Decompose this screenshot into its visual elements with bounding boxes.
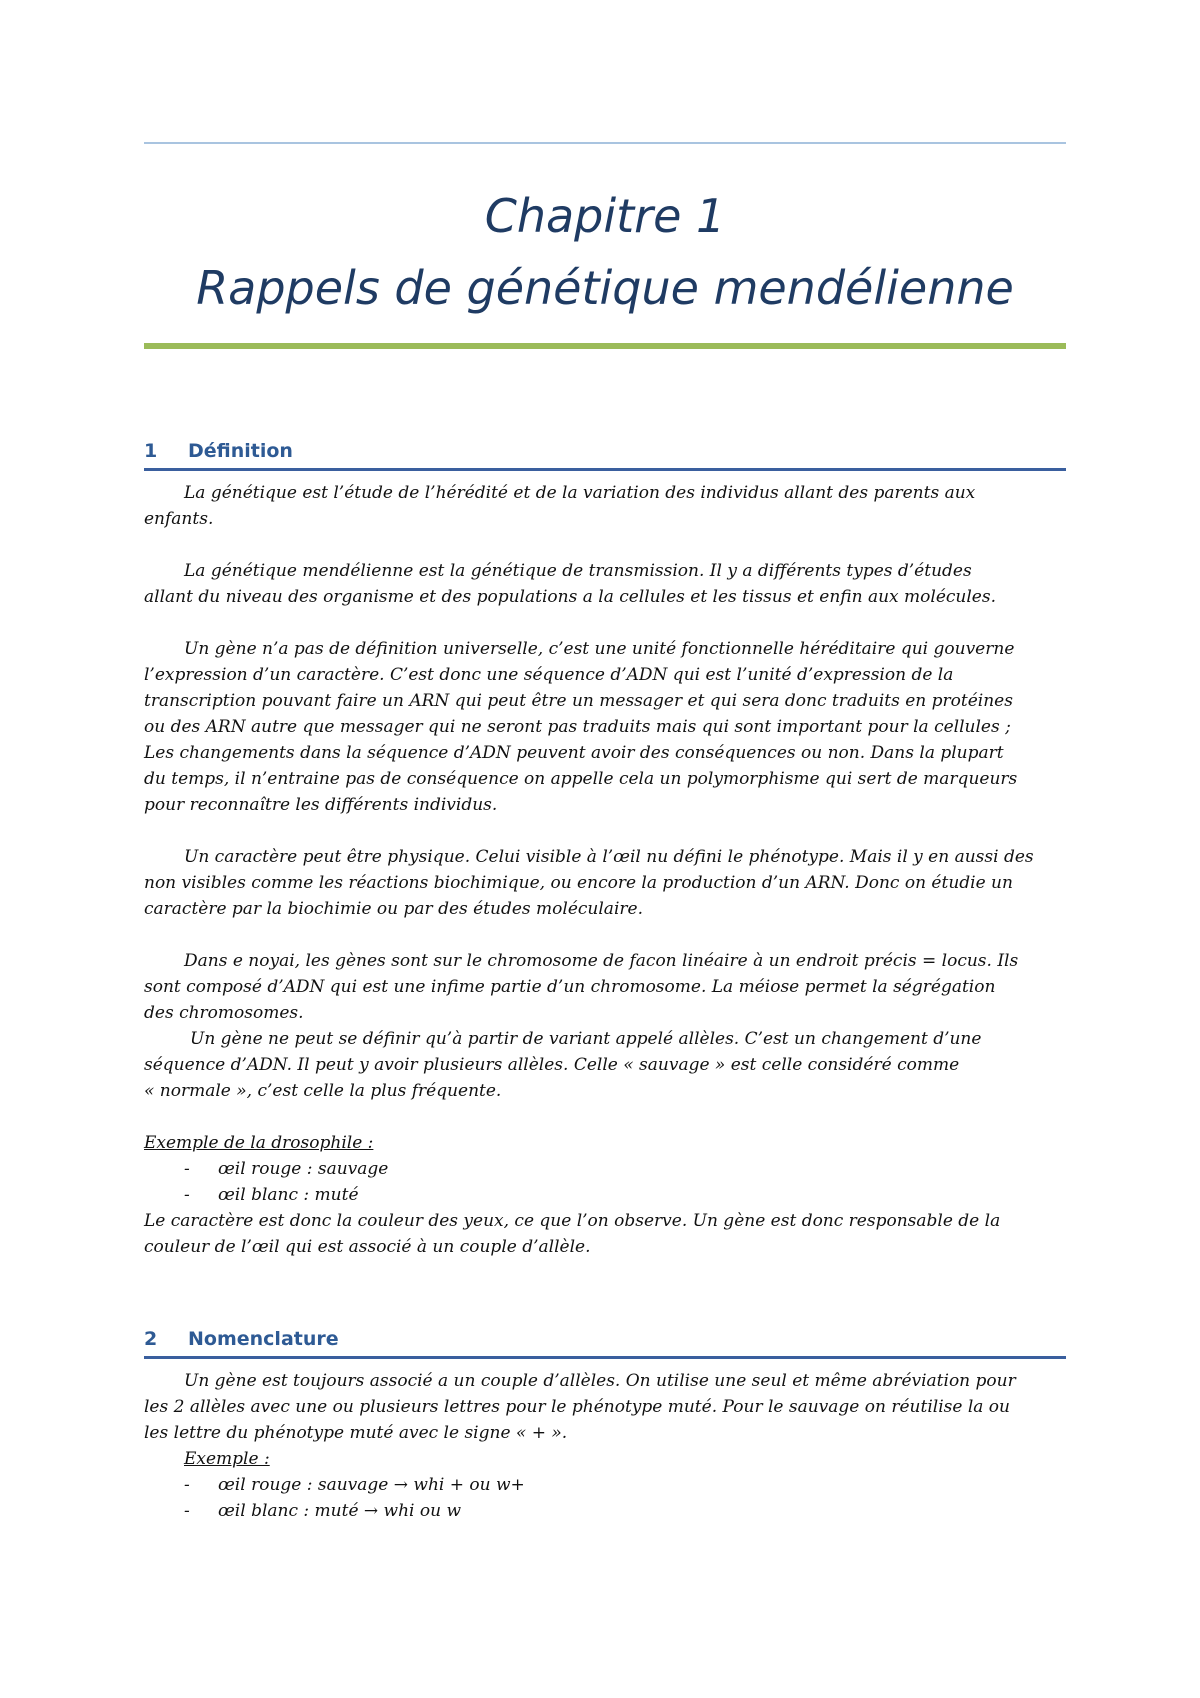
paragraph <box>144 480 1066 532</box>
chapter-subtitle: Rappels de génétique mendélienne <box>196 261 1014 315</box>
text-line: les 2 allèles avec une ou plusieurs lettres pour le phénotype muté. Pour le sauvage on réutilise la ou <box>144 1397 1010 1417</box>
section-number: 1 <box>144 440 158 462</box>
paragraph <box>144 1368 1066 1524</box>
section-label: Nomenclature <box>188 1328 339 1350</box>
list-item <box>144 1182 1066 1208</box>
text-line: Un gène est toujours associé a un couple d’allèles. On utilise une seul et même abréviation pour <box>184 1371 1016 1391</box>
section-heading-definition <box>144 440 1066 470</box>
text-line: « normale », c’est celle la plus fréquente. <box>144 1081 502 1101</box>
section-underline <box>144 1356 1066 1359</box>
title-bottom-rule <box>144 343 1066 349</box>
text-line: ou des ARN autre que messager qui ne seront pas traduits mais qui sont important pour la cellules ; <box>144 717 1011 737</box>
text-line: couleur de l’œil qui est associé à un couple d’allèle. <box>144 1237 591 1257</box>
text-line: pour reconnaître les différents individus. <box>144 795 498 815</box>
list-item <box>144 1472 1066 1498</box>
section-label: Définition <box>188 440 293 462</box>
text-line: les lettre du phénotype muté avec le signe « + ». <box>144 1423 568 1443</box>
paragraph <box>144 1026 1066 1104</box>
text-line: non visibles comme les réactions biochimique, ou encore la production d’un ARN. Donc on étudie un <box>144 873 1013 893</box>
chapter-number: Chapitre 1 <box>484 189 726 243</box>
list-item-text: œil blanc : muté <box>218 1185 359 1205</box>
text-line: Le caractère est donc la couleur des yeux, ce que l’on observe. Un gène est donc responsable de la <box>144 1211 1001 1231</box>
paragraph <box>144 558 1066 610</box>
chapter-title <box>144 180 1066 324</box>
text-line: transcription pouvant faire un ARN qui peut être un messager et qui sera donc traduits en protéines <box>144 691 1013 711</box>
text-line: Un caractère peut être physique. Celui visible à l’œil nu défini le phénotype. Mais il y en aussi des <box>184 847 1034 867</box>
text-line: sont composé d’ADN qui est une infime partie d’un chromosome. La méiose permet la ségrégation <box>144 977 996 997</box>
text-line: caractère par la biochimie ou par des études moléculaire. <box>144 899 643 919</box>
example-title: Exemple de la drosophile : <box>144 1133 374 1153</box>
list-item <box>144 1498 1066 1524</box>
bullet: - <box>184 1159 190 1179</box>
text-line: l’expression d’un caractère. C’est donc une séquence d’ADN qui est l’unité d’expression de la <box>144 665 954 685</box>
text-line: du temps, il n’entraine pas de conséquence on appelle cela un polymorphisme qui sert de marqueurs <box>144 769 1018 789</box>
section-underline <box>144 468 1066 471</box>
title-top-rule <box>144 142 1066 144</box>
list-item-text: œil rouge : sauvage → whi + ou w+ <box>218 1475 525 1495</box>
text-line: séquence d’ADN. Il peut y avoir plusieurs allèles. Celle « sauvage » est celle considéré comme <box>144 1055 960 1075</box>
example-block <box>144 1130 1066 1260</box>
list-item-text: œil rouge : sauvage <box>218 1159 389 1179</box>
example-title: Exemple : <box>184 1449 270 1469</box>
text-line: Les changements dans la séquence d’ADN peuvent avoir des conséquences ou non. Dans la plupart <box>144 743 1004 763</box>
text-line: La génétique est l’étude de l’hérédité et de la variation des individus allant des parents aux <box>184 483 976 503</box>
text-line: La génétique mendélienne est la génétique de transmission. Il y a différents types d’études <box>184 561 972 581</box>
text-line: Un gène n’a pas de définition universelle, c’est une unité fonctionnelle héréditaire qui gouverne <box>184 639 1015 659</box>
text-line: Un gène ne peut se définir qu’à partir de variant appelé allèles. C’est un changement d’une <box>190 1029 982 1049</box>
text-line: Dans e noyai, les gènes sont sur le chromosome de facon linéaire à un endroit précis = locus. Ils <box>184 951 1019 971</box>
list-item <box>144 1156 1066 1182</box>
text-line: allant du niveau des organisme et des populations a la cellules et les tissus et enfin aux molécules. <box>144 587 996 607</box>
paragraph <box>144 844 1066 922</box>
text-line: enfants. <box>144 509 214 529</box>
bullet: - <box>184 1501 190 1521</box>
list-item-text: œil blanc : muté → whi ou w <box>218 1501 462 1521</box>
text-line: des chromosomes. <box>144 1003 304 1023</box>
section-number: 2 <box>144 1328 158 1350</box>
section-heading-nomenclature <box>144 1328 1066 1358</box>
bullet: - <box>184 1185 190 1205</box>
paragraph <box>144 948 1066 1026</box>
bullet: - <box>184 1475 190 1495</box>
paragraph <box>144 636 1066 818</box>
